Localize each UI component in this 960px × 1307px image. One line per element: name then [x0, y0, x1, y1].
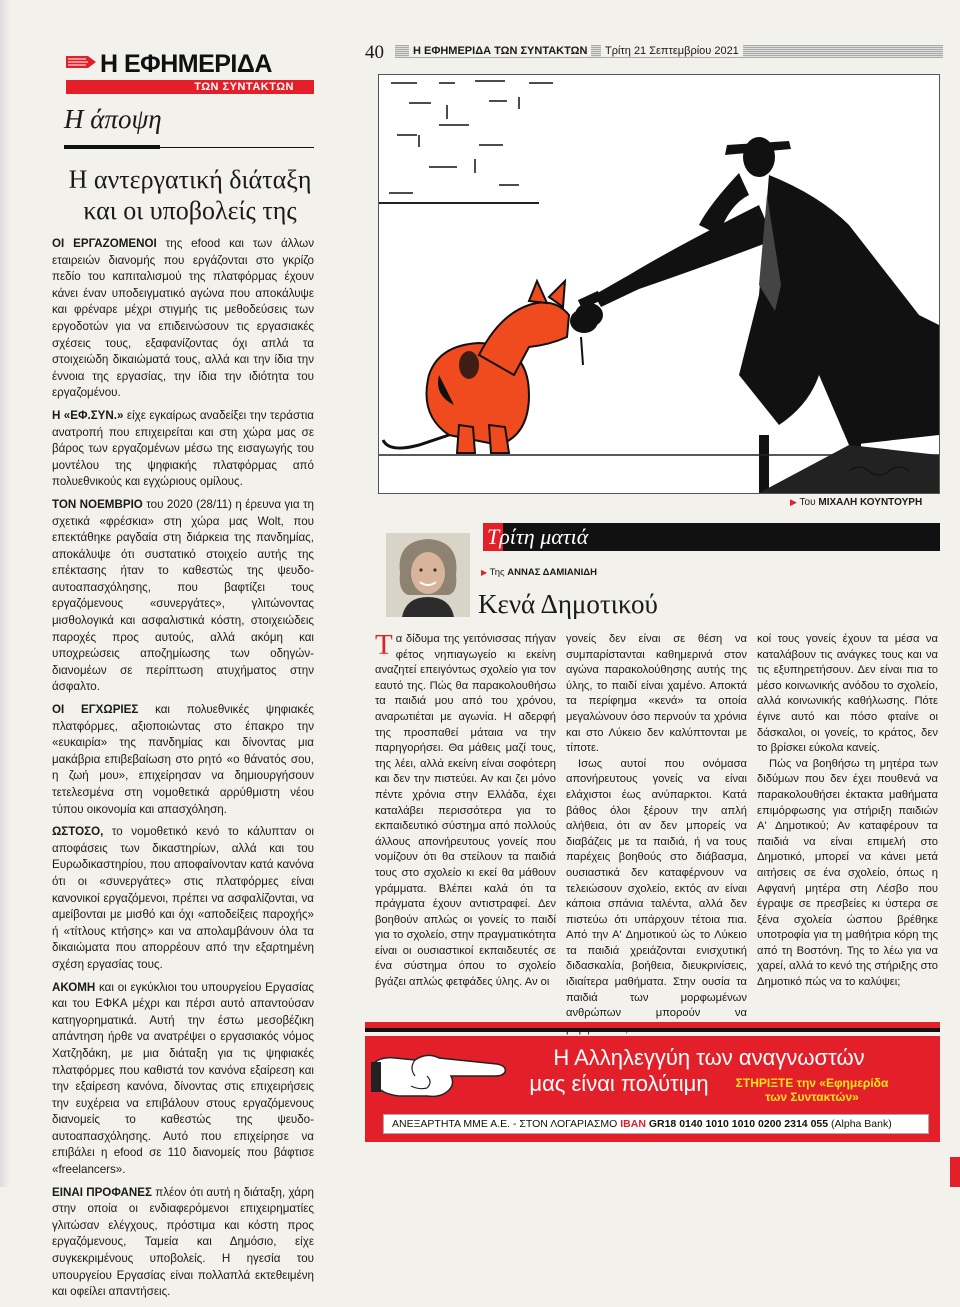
paragraph-text: της efood και των άλλων εταιρειών διανομής που εργάζονται στο γκρίζο πεδίο του καπιταλισμού της πλατφόρμας έχουν κάνει έναν υποδειγματικό αγώνα που αποκάλυψε και φρέναρε μέχρι στιγμής τις μεθοδεύσεις των εργοδοτών για να επιδεινώσουν τις εργασιακές σχέσεις τους, εξαφανίζοντας όχι απλά τα στοιχειώδη δικαιώματά τους, αλλά και την ίδια την έννοια της εργασίας, την ίδια την ιδιότητα του εργαζομένου.	[52, 237, 315, 400]
page-edge-marker	[950, 1157, 960, 1187]
drop-cap: Τ	[375, 629, 393, 661]
body-paragraph: Πώς να βοηθήσω τη μητέρα των διδύμων που δεν έχει πουθενά να παρακολουθήσει έκτακτα μαθήματα επιμόρφωσης για στήριξη παιδιών Α' Δημοτικού; Αν καταφέρουν τα παιδιά να είναι επιμελή στο Δημοτικό, μπορεί να κάνει μετά αιτήσεις σε ένα σχολείο, όπως η Αφγανή μητέρα στη Λέσβο που έγραψε σε πρεσβείες κι ύστερα σε ξένα σχολεία ώσπου βρέθηκε υποτροφία για τη μαθήτρια κόρη της από τη Βοστόνη. Της το λέω για να χαρεί, αλλά το κενό της στήριξης στο Δημοτικό πώς να το καλύψει;	[757, 757, 938, 989]
paragraph-text: και πολυεθνικές ψηφιακές πλατφόρμες, αξιοποιώντας στο έπακρο την «ευκαιρία» της πανδημίας και δίνοντας μια μακάβρια επιβεβαίωση στο ρητό «ο θάνατός σου, η ζωή μου», επιχείρησαν να δημιουργήσουν τετελεσμένα στη νομοθετικά αρρύθμιστη νέου τύπου οικονομία και απασχόληση.	[52, 703, 314, 816]
column-headline: Κενά Δημοτικού	[478, 589, 658, 619]
body-paragraph: γονείς δεν είναι σε θέση να συμπαρίστανται καθημερινά στον αγώνα παρακολούθησης αυτής της ύλης, το παιδί είναι χαμένο. Αποκτά τα περίφημα «κενά» τα οποία μεγαλώνουν όσο περνούν τα χρόνια και στο Λύκειο δεν καλύπτονται με τίποτε.	[566, 633, 747, 755]
paragraph-text: του 2020 (28/11) η έρευνα για τη σχετικά «φρέσκια» στη χώρα μας Wolt, που επεκτάθηκε ραγδαία στη διάρκεια της πανδημίας, αποκάλυψε ότι συστατικό στοιχείο αυτής της επέκτασης ήταν το καθεστώς της ψευδο-αυτοαπασχόλησης, που βαφτίζει τους εργαζόμενους «συνεργάτες», γλιτώνοντας μισθολογικά και ασφαλιστικά κόστη, στοιχειώδεις παροχές προς αυτούς, αλλά ακόμη και υποχρεώσεις αποζημίωσης των οδηγών-διανομέων σε περίπτωση ατυχήματος στην άσφαλτο.	[52, 497, 314, 694]
paragraph-lead: ΩΣΤΟΣΟ,	[52, 825, 104, 839]
byline-prefix: Της	[489, 567, 505, 578]
editorial-paragraph	[52, 702, 314, 818]
cartoon-illustration	[378, 74, 940, 494]
masthead-logo	[52, 40, 314, 96]
paragraph-lead: ΤΟΝ ΝΟΕΜΒΡΙΟ	[52, 497, 143, 511]
text-column-2	[566, 632, 747, 1037]
paragraph-text: το νομοθετικό κενό το κάλυπταν οι αποφάσεις των δικαστηρίων, αλλά και του Ευρωδικαστηρίου, που αποφαίνονταν κατά κανόνα ότι οι «συνεργάτες» στις πλατφόρμες είναι κανονικοί εργαζόμενοι, πρέπει να ασφαλίζονται, να αμείβονται με μισθό και όχι «αποδείξεις παροχής» ή «τίτλους κτήσης» και να απολαμβάνουν όλα τα δικαιώματα που απορρέουν από την εξαρτημένη σχέση εργασίας τους.	[52, 825, 314, 971]
body-paragraph	[375, 629, 556, 991]
editorial-paragraph	[52, 824, 314, 973]
body-paragraph: Ισως αυτοί που ονόμασα απονήρευτους γονείς να είναι ελάχιστοι έως ανύπαρκτοι. Κατά βάθος όλοι ξέρουν την απλή αλήθεια, ότι αν δεν μπορείς να διαβάζεις με τα παιδιά, ή να τους παρέχεις βοηθούς στο διάβασμα, ουσιαστικά δεν καταφέρνουν να τελειώσουν σχολείο, εκτός αν είναι κάποια σπάνια ταλέντα, αλλά δεν πιστεύω ότι υπάρχουν τέτοια πια. Από την Α' Δημοτικού ώς το Λύκειο τα παιδιά χρειάζονται ενισχυτική διδασκαλία, βοήθεια, διευκρινίσεις, ιδιαίτερα μαθήματα. Στην ουσία τα παιδιά των μορφωμένων ανθρώπων μπορούν να	[566, 757, 747, 1020]
editorial-column	[52, 40, 314, 1307]
section-rule-thin	[160, 147, 314, 148]
body-paragraph: κοί τους γονείς έχουν τα μέσα να καταλάβουν τις ανάγκες τους και να τις εξυπηρετήσουν. Δεν είναι πια το μέσο κοινωνικής ανόδου το σχολείο, αλλά κοινωνικής καθήλωσης. Πότε έγινε αυτό και πόσο φταίνε οι δάσκαλοι, οι γονείς, το κράτος, δεν το βρίσκει εύκολα κανείς.	[757, 633, 938, 755]
page-number: 40	[365, 42, 384, 63]
column-byline	[481, 567, 597, 578]
byline-name: ΑΝΝΑΣ ΔΑΜΙΑΝΙΔΗ	[507, 567, 597, 578]
editorial-paragraph	[52, 980, 314, 1179]
promo-divider-black	[365, 1028, 940, 1032]
triangle-icon: ▶	[481, 568, 488, 577]
bank-name: (Alpha Bank)	[831, 1118, 892, 1130]
editorial-paragraph	[52, 497, 314, 696]
section-label: Η άποψη	[64, 104, 162, 134]
iban-label: IBAN	[620, 1118, 646, 1130]
editorial-paragraph	[52, 1185, 314, 1301]
credit-prefix: Του	[799, 497, 816, 508]
column-body	[375, 629, 940, 1037]
paragraph-lead: ΟΙ ΕΓΧΩΡΙΕΣ	[52, 703, 139, 717]
page-header	[365, 40, 943, 62]
headline-line-1: Η αντεργατική διάταξη	[68, 165, 312, 194]
cartoon-credit	[790, 497, 922, 508]
headline-line-2: και οι υποβολείς της	[83, 196, 297, 225]
credit-name: ΜΙΧΑΛΗ ΚΟΥΝΤΟΥΡΗ	[818, 497, 923, 508]
paragraph-lead: ΕΙΝΑΙ ΠΡΟΦΑΝΕΣ	[52, 1185, 152, 1199]
paragraph-lead: ΑΚΟΜΗ	[52, 980, 96, 994]
section-rule	[64, 145, 160, 149]
paragraph-lead: ΟΙ ΕΡΓΑΖΟΜΕΝΟΙ	[52, 237, 157, 250]
bank-account-strip	[383, 1114, 929, 1134]
iban-number: GR18 0140 1010 1010 0200 2314 055	[648, 1118, 829, 1130]
bank-prefix: ΑΝΕΞΑΡΤΗΤΑ ΜΜΕ Α.Ε. - ΣΤΟΝ ΛΟΓΑΡΙΑΣΜΟ	[392, 1118, 618, 1130]
paragraph-text: πλέον ότι αυτή η διάταξη, χάρη στην οποία οι ενδιαφερόμενοι επιχειρηματίες γλιτώσαν ελέγχους, πρόστιμα και κόστη προς εργαζόμενους, Ταμεία και Δημόσιο, είχε συγκεκριμένους υποβολείς. Η ηγεσία του υπουργείου Εργασίας είναι πολλαπλά εκτεθειμένη και οφείλει απαντήσεις.	[52, 1185, 315, 1299]
reader-support-ad	[365, 1036, 940, 1142]
cartoon-drawing	[379, 75, 939, 493]
masthead-arrow-icon	[66, 54, 96, 70]
page-gutter-shadow	[0, 0, 10, 1187]
promo-subheadline: μας είναι πολύτιμη	[529, 1071, 709, 1096]
masthead-name: Η ΕΦΗΜΕΡΙΔΑ	[100, 50, 272, 78]
issue-date: Τρίτη 21 Σεπτεμβρίου 2021	[601, 45, 743, 57]
pointing-hand-icon	[371, 1046, 511, 1102]
editorial-headline	[66, 164, 314, 226]
paragraph-text: είχε εγκαίρως αναδείξει την τεράστια ανατροπή που επιχειρείται και στη χώρα μας σε βάρος των εργαζομένων μέσω της εισαγωγής του μοντέλου της ψηφιακής πλατφόρμας από πολυεθνικούς και εγχώριους ομίλους.	[52, 408, 314, 489]
editorial-paragraph	[52, 236, 314, 402]
column-title: Τρίτη ματιά	[487, 524, 589, 549]
paragraph-lead: Η «ΕΦ.ΣΥΝ.»	[52, 408, 124, 422]
promo-cta: ΣΤΗΡΙΞΤΕ την «Εφημερίδα των Συντακτών»	[735, 1076, 889, 1104]
paragraph-text: α δίδυμα της γειτόνισσας πήγαν φέτος νηπιαγωγείο κι εκείνη αναζητεί επειγόντως σχολείο για τον εαυτό της. Πώς θα παρακολουθήσω τα παιδιά μου από του χρόνου, αναρωτιέται με αγωνία. Η αδερφή της προσπαθεί μάταια να την παρηγορήσει. Θα μάθεις μαζί τους, της λέει, αλλά εκείνη είναι σοφότερη και δεν την πιστεύει. Αν και ζει μόνο πέντε χρόνια στην Ελλάδα, έχει καταλάβει περισσότερα για το εκπαιδευτικό σύστημα από πολλούς άλλους απονήρευτους γονείς που νομίζουν ότι θα στείλουν τα παιδιά τους στο σχολείο κι εκεί θα μάθουν γράμματα. Βλέπει καλά ότι τα πράγματα έχουν αντιστραφεί. Δεν βοηθούν απλώς οι γονείς το παιδί για το σχολείο, στην πραγματικότητα είναι οι ουσιαστικοί εκπαιδευτές σε ένα σύστημα όπου το σχολείο βγάζει απλώς φετφάδες ύλης. Αν οι	[375, 633, 556, 989]
promo-headline: Η Αλληλεγγύη των αναγνωστών	[553, 1045, 865, 1070]
text-column-3	[757, 632, 938, 1037]
editorial-body	[52, 236, 314, 1301]
column-title-bar	[483, 523, 940, 551]
paragraph-text: και οι εγκύκλιοι του υπουργείου Εργασίας και του ΕΦΚΑ μέχρι και πέρσι αυτό απαντούσαν κατηγορηματικά. Αυτή την έστω μεσοβέζικη απάντηση ήρθε να ανατρέψει ο εργασιακός νόμος Χατζηδάκη, με μια διάταξη για τις ψηφιακές πλατφόρμες που καθιστά τον κανόνα εξαίρεση και την εξαίρεση κανόνα, δίνοντας στις επιχειρήσεις την ευχέρεια να επιβάλουν στους εργαζόμενους διανομείς το καθεστώς της ψευδο-αυτοαπασχόλησης. Αυτό που επιχείρησε να επιβάλει η efood σε 110 διανομείς που βάφτισε «freelancers».	[52, 980, 314, 1177]
masthead-sub: ΤΩΝ ΣΥΝΤΑΚΤΩΝ	[66, 80, 314, 94]
text-column-1	[375, 629, 556, 1037]
author-portrait	[386, 533, 470, 617]
paper-name: Η ΕΦΗΜΕΡΙΔΑ ΤΩΝ ΣΥΝΤΑΚΤΩΝ	[409, 45, 591, 57]
triangle-icon: ▶	[790, 497, 797, 507]
editorial-paragraph	[52, 408, 314, 491]
